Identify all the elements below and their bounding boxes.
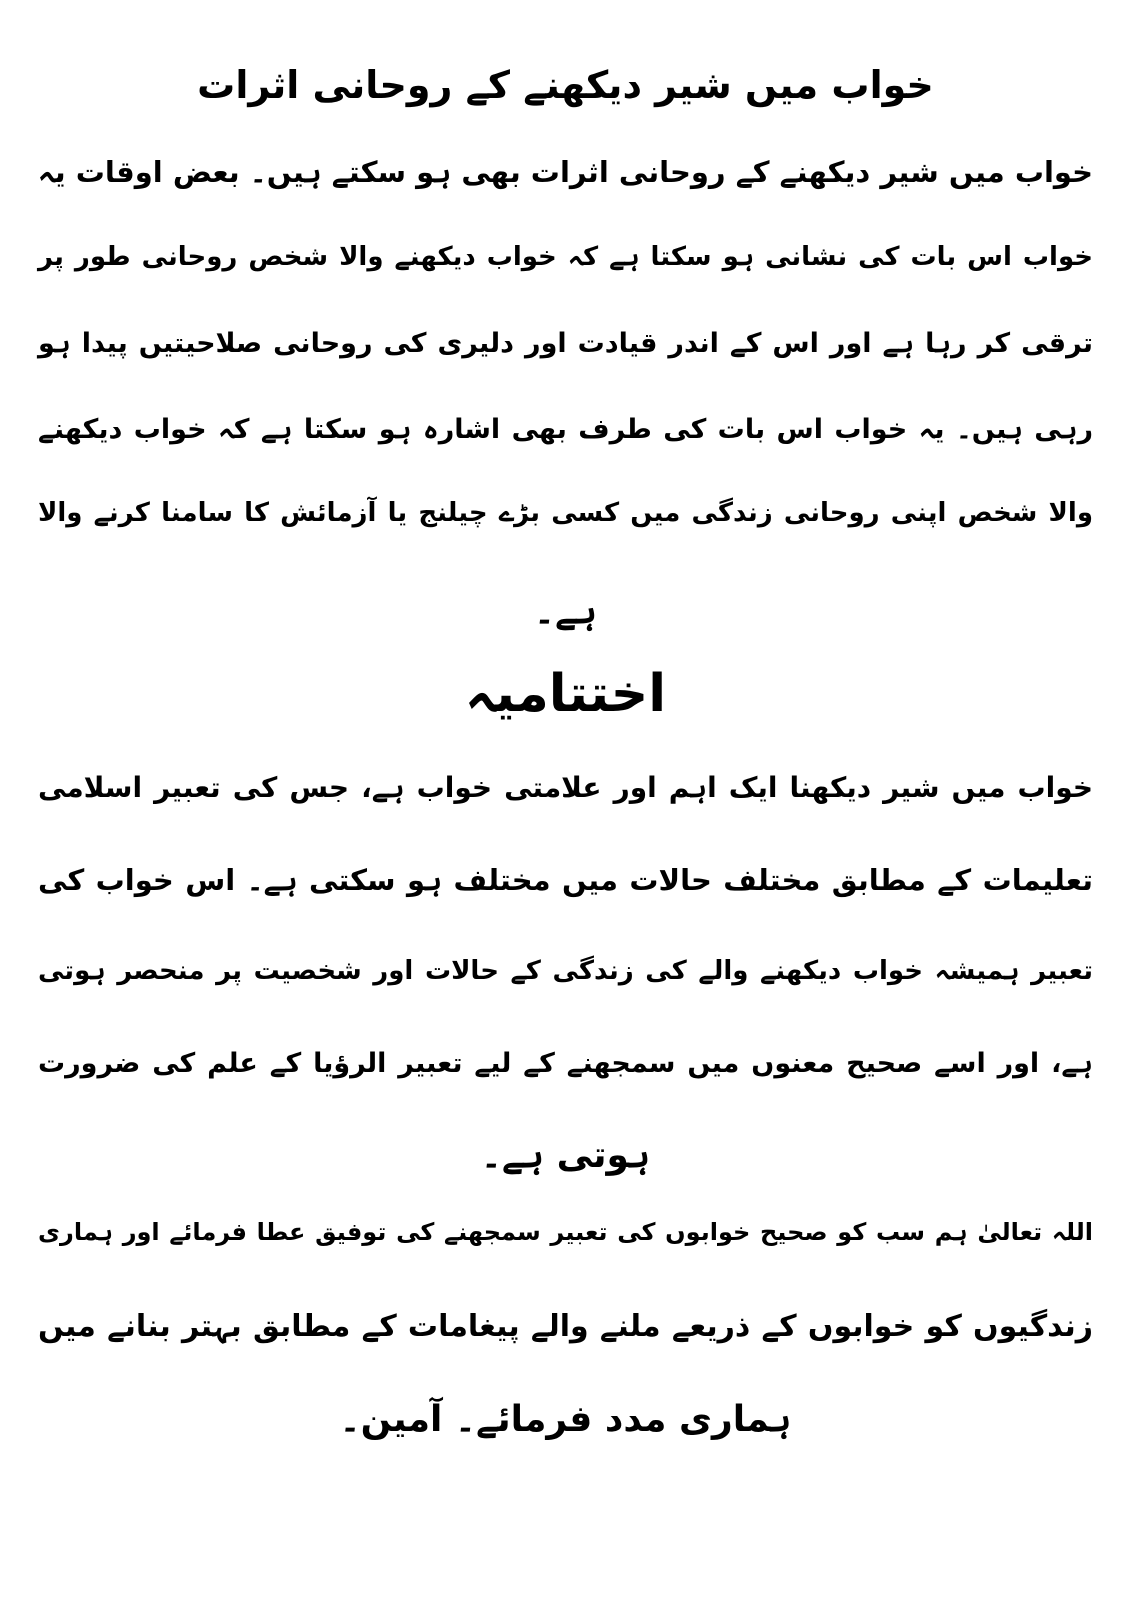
- paragraph-line: ترقی کر رہا ہے اور اس کے اندر قیادت اور دلیری کی روحانی صلاحیتیں پیدا ہو: [38, 328, 1093, 359]
- paragraph-line: زندگیوں کو خوابوں کے ذریعے ملنے والے پیغامات کے مطابق بہتر بنانے میں: [38, 1309, 1093, 1344]
- paragraph-line: اللہ تعالیٰ ہم سب کو صحیح خوابوں کی تعبیر سمجھنے کی توفیق عطا فرمائے اور ہماری: [38, 1218, 1093, 1246]
- paragraph-last-line: ہماری مدد فرمائے۔ آمین۔: [339, 1399, 792, 1440]
- paragraph-line: ہے، اور اسے صحیح معنوں میں سمجھنے کے لیے تعبیر الرؤیا کے علم کی ضرورت: [38, 1048, 1093, 1079]
- paragraph-line: خواب میں شیر دیکھنا ایک اہم اور علامتی خواب ہے، جس کی تعبیر اسلامی: [38, 771, 1093, 804]
- paragraph-line: تعلیمات کے مطابق مختلف حالات میں مختلف ہو سکتی ہے۔ اس خواب کی: [38, 863, 1093, 897]
- paragraph-last-line: ہوتی ہے۔: [480, 1135, 651, 1176]
- paragraph-line: والا شخص اپنی روحانی زندگی میں کسی بڑے چیلنج یا آزمائش کا سامنا کرنے والا: [38, 498, 1093, 528]
- paragraph-line: تعبیر ہمیشہ خواب دیکھنے والے کی زندگی کے حالات اور شخصیت پر منحصر ہوتی: [38, 956, 1093, 986]
- paragraph-line: رہی ہیں۔ یہ خواب اس بات کی طرف بھی اشارہ ہو سکتا ہے کہ خواب دیکھنے: [38, 414, 1093, 445]
- paragraph-line: خواب میں شیر دیکھنے کے روحانی اثرات بھی ہو سکتے ہیں۔ بعض اوقات یہ: [37, 155, 1093, 189]
- conclusion-heading: اختتامیہ: [464, 664, 667, 724]
- section-title: خواب میں شیر دیکھنے کے روحانی اثرات: [197, 63, 934, 107]
- paragraph-line: خواب اس بات کی نشانی ہو سکتا ہے کہ خواب دیکھنے والا شخص روحانی طور پر: [38, 242, 1093, 272]
- paragraph-last-line: ہے۔: [533, 591, 598, 632]
